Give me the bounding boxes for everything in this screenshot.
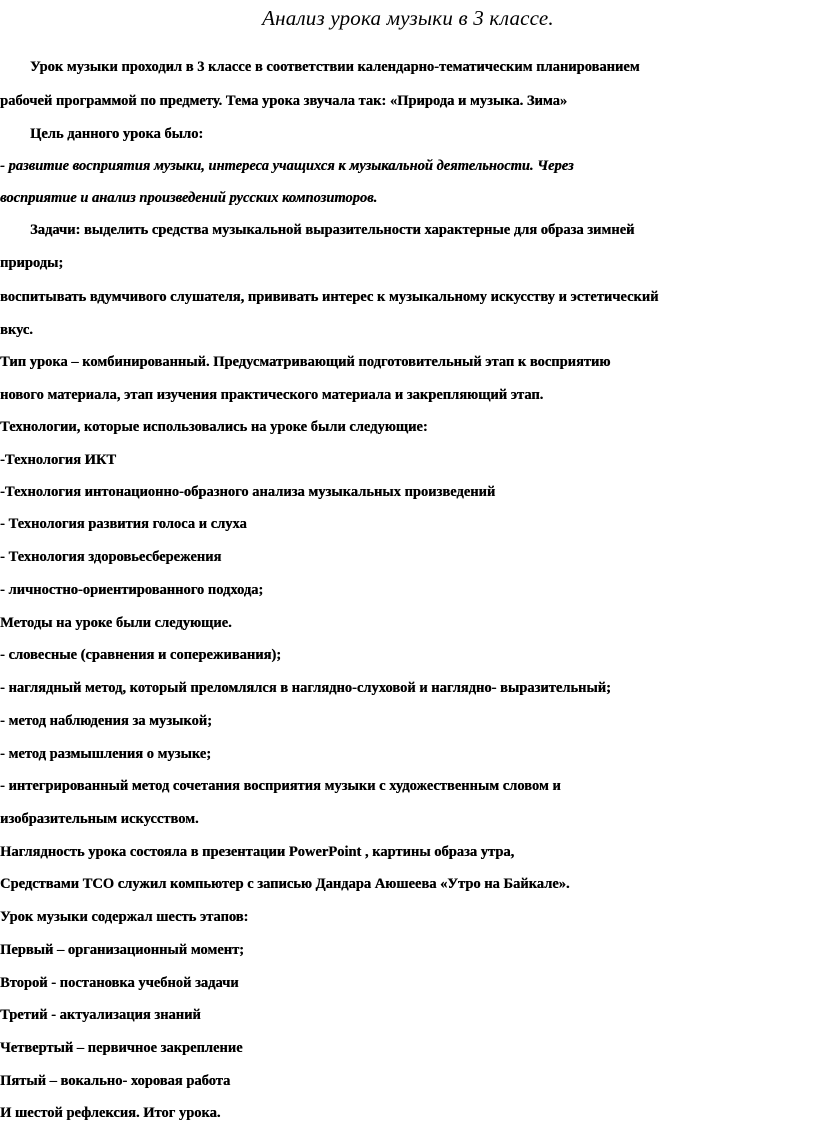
tasks-line: природы; bbox=[0, 255, 64, 271]
lesson-type-line: Тип урока – комбинированный. Предусматривающий подготовительный этап к восприятию bbox=[0, 354, 611, 370]
stages-heading: Урок музыки содержал шесть этапов: bbox=[0, 909, 249, 925]
stage-item: И шестой рефлексия. Итог урока. bbox=[0, 1105, 221, 1121]
stage-item: Третий - актуализация знаний bbox=[0, 1007, 201, 1023]
goal-text-line: восприятие и анализ произведений русских композиторов. bbox=[0, 190, 378, 206]
lesson-type-line: нового материала, этап изучения практического материала и закрепляющий этап. bbox=[0, 387, 544, 403]
tasks-line: вкус. bbox=[0, 322, 33, 338]
method-item: - метод размышления о музыке; bbox=[0, 746, 212, 762]
stage-item: Четвертый – первичное закрепление bbox=[0, 1040, 243, 1056]
technology-item: - личностно-ориентированного подхода; bbox=[0, 582, 264, 598]
paragraph-line: Урок музыки проходил в 3 классе в соответствии календарно-тематическим планированием bbox=[30, 59, 640, 75]
goal-text-line: - развитие восприятия музыки, интереса учащихся к музыкальной деятельности. Через bbox=[0, 158, 574, 174]
technology-item: - Технология здоровьесбережения bbox=[0, 549, 222, 565]
tasks-line: Задачи: выделить средства музыкальной выразительности характерные для образа зимней bbox=[30, 222, 635, 238]
method-item: - словесные (сравнения и сопереживания); bbox=[0, 647, 282, 663]
stage-item: Второй - постановка учебной задачи bbox=[0, 975, 239, 991]
method-item: - наглядный метод, который преломлялся в наглядно-слуховой и наглядно- выразительный; bbox=[0, 680, 611, 696]
technologies-heading: Технологии, которые использовались на уроке были следующие: bbox=[0, 419, 428, 435]
stage-item: Первый – организационный момент; bbox=[0, 942, 244, 958]
document-title: Анализ урока музыки в 3 классе. bbox=[262, 6, 554, 30]
technology-item: -Технология интонационно-образного анализа музыкальных произведений bbox=[0, 484, 496, 500]
technology-item: - Технология развития голоса и слуха bbox=[0, 516, 247, 532]
method-item: изобразительным искусством. bbox=[0, 811, 199, 827]
tasks-line: воспитывать вдумчивого слушателя, прививать интерес к музыкальному искусству и эстетический bbox=[0, 289, 659, 305]
technology-item: -Технология ИКТ bbox=[0, 452, 117, 468]
visuals-line: Наглядность урока состояла в презентации PowerPoint , картины образа утра, bbox=[0, 844, 515, 860]
stage-item: Пятый – вокально- хоровая работа bbox=[0, 1073, 231, 1089]
equipment-line: Средствами ТСО служил компьютер с записью Дандара Аюшеева «Утро на Байкале». bbox=[0, 876, 570, 892]
method-item: - интегрированный метод сочетания восприятия музыки с художественным словом и bbox=[0, 778, 561, 794]
paragraph-line: рабочей программой по предмету. Тема урока звучала так: «Природа и музыка. Зима» bbox=[0, 93, 568, 109]
methods-heading: Методы на уроке были следующие. bbox=[0, 615, 232, 631]
goal-heading: Цель данного урока было: bbox=[30, 126, 204, 142]
method-item: - метод наблюдения за музыкой; bbox=[0, 713, 212, 729]
